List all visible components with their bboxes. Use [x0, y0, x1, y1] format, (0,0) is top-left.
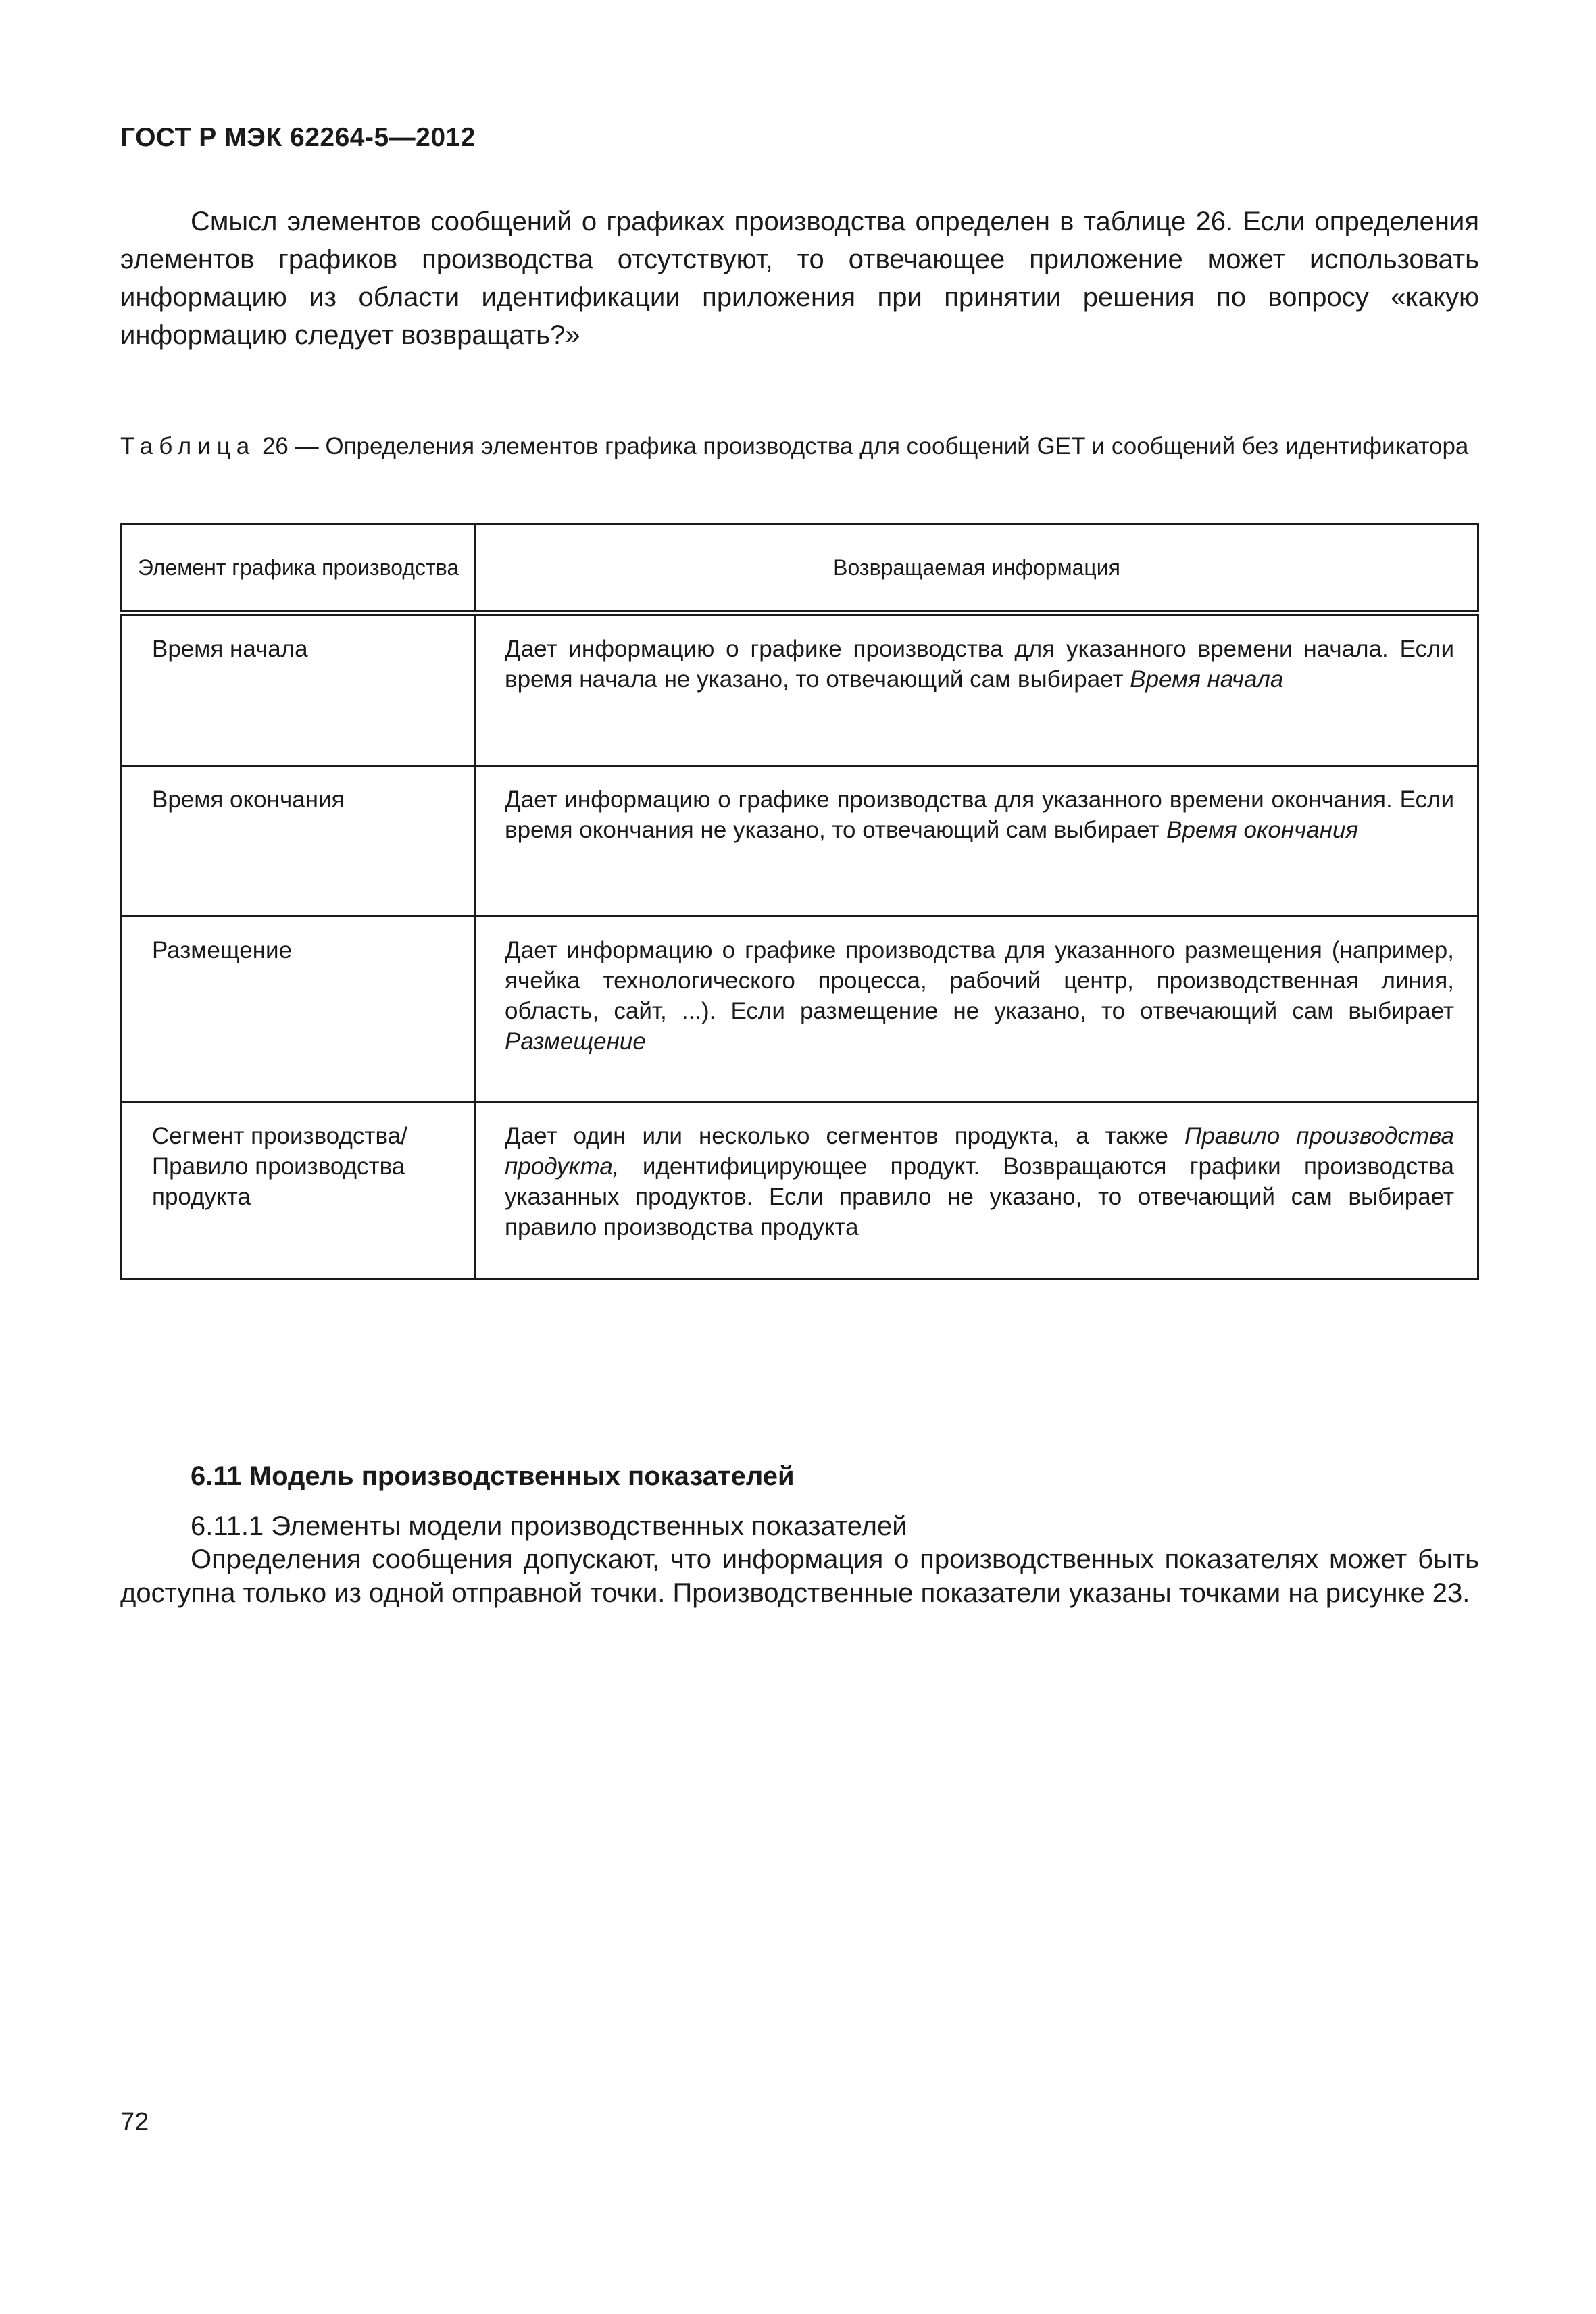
- header-element: Элемент графика производства: [122, 524, 476, 613]
- table-row: [122, 1103, 1478, 1280]
- row-info: [476, 613, 1478, 766]
- row-info-italic: Время окончания: [1166, 817, 1359, 843]
- row-element: Время начала: [122, 613, 476, 766]
- row-info-text: Дает один или несколько сегментов продукта, а также: [505, 1123, 1184, 1149]
- section-heading: 6.11 Модель производственных показателей: [191, 1461, 795, 1491]
- row-info: [476, 1103, 1478, 1280]
- table-header-row: [122, 524, 1478, 613]
- section-paragraph: Определения сообщения допускают, что информация о производственных показателях может быть доступна только из одной отправной точки. Производственные показатели указаны точками на рисунке 23.: [120, 1544, 1479, 1608]
- row-info-text: Дает информацию о графике производства для указанного времени окончания. Если время окончания не указано, то отвечающий сам выбирает: [505, 786, 1454, 843]
- subsection-title: 6.11.1 Элементы модели производственных показателей: [191, 1511, 907, 1541]
- table-caption-text: 26 — Определения элементов графика производства для сообщений GET и сообщений без идентификатора: [261, 433, 1469, 459]
- row-info: [476, 917, 1478, 1103]
- table-row: [122, 766, 1478, 917]
- header-info: Возвращаемая информация: [476, 524, 1478, 613]
- table-caption: [120, 430, 1479, 462]
- table-row: [122, 613, 1478, 766]
- row-element: Размещение: [122, 917, 476, 1103]
- row-element: Время окончания: [122, 766, 476, 917]
- row-info: [476, 766, 1478, 917]
- table-row: [122, 917, 1478, 1103]
- page-number: 72: [120, 2108, 149, 2136]
- row-info-text: Дает информацию о графике производства для указанного времени начала. Если время начала не указано, то отвечающий сам выбирает: [505, 636, 1454, 693]
- row-info-italic: Размещение: [505, 1028, 646, 1055]
- row-info-text: Дает информацию о графике производства для указанного размещения (например, ячейка технологического процесса, рабочий центр, производственная линия, область, сайт, ...). Если размещение не указано, то отвечающий сам выбирает: [505, 937, 1454, 1024]
- row-element: Сегмент производства/ Правило производства продукта: [122, 1103, 476, 1280]
- row-info-tail: идентифицирующее продукт. Возвращаются графики производства указанных продуктов. Если правило не указано, то отвечающий сам выбирает правило производства продукта: [505, 1153, 1454, 1240]
- row-info-italic: Правило производства продукта,: [505, 1123, 1455, 1180]
- document-header: ГОСТ Р МЭК 62264-5—2012: [120, 123, 476, 152]
- intro-paragraph: Смысл элементов сообщений о графиках производства определен в таблице 26. Если определения элементов графиков производства отсутствуют, то отвечающее приложение может использовать информацию из области идентификации приложения при принятии решения по вопросу «какую информацию следует возвращать?»: [120, 207, 1479, 350]
- row-info-italic: Время начала: [1130, 666, 1284, 693]
- table-caption-label: Таблица: [120, 433, 256, 459]
- definitions-table: [120, 523, 1479, 1280]
